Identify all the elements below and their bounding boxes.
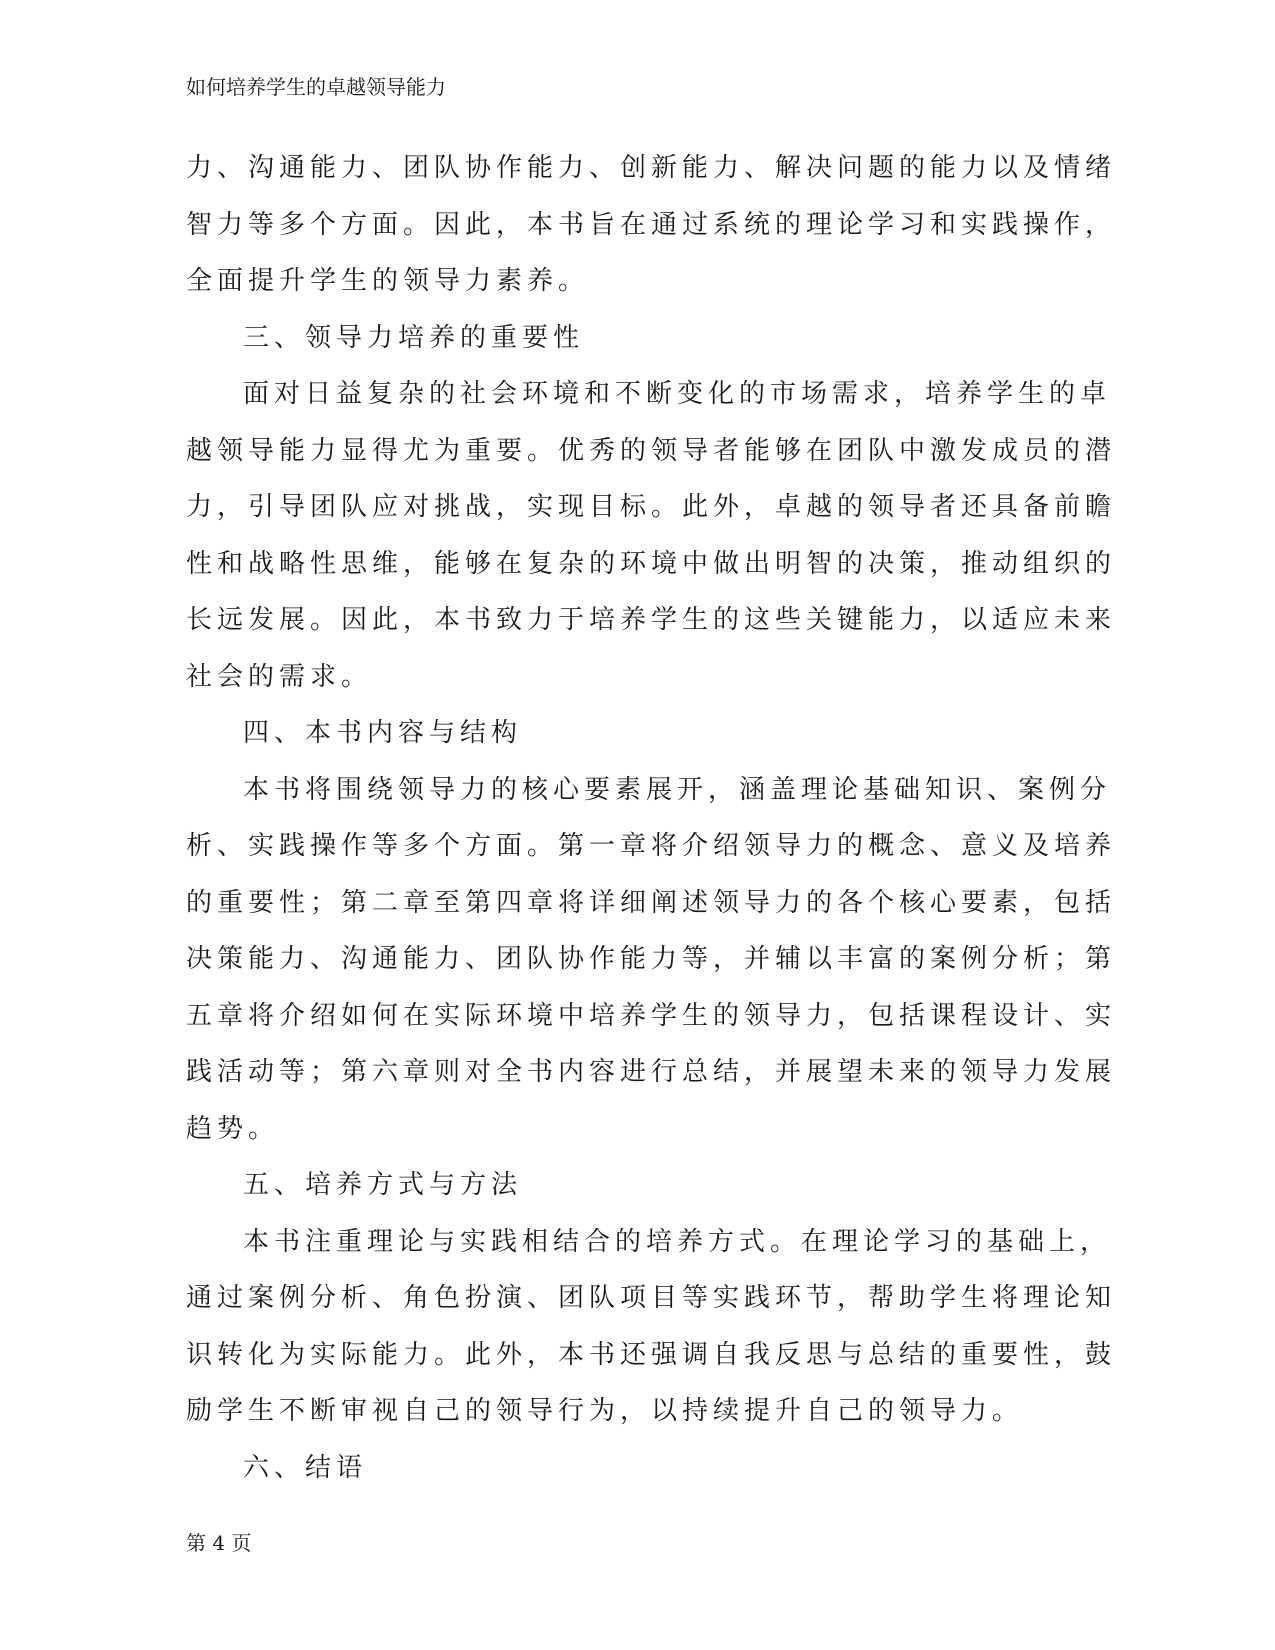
paragraph-first-line: 本书将围绕领导力的核心要素展开，涵盖理论基础知识、案例分 bbox=[243, 774, 1112, 805]
document-body bbox=[186, 140, 1117, 1496]
section-heading: 四、本书内容与结构 bbox=[243, 718, 523, 748]
body-line: 五章将介绍如何在实际环境中培养学生的领导力，包括课程设计、实 bbox=[186, 1000, 1117, 1031]
body-line: 社会的需求。 bbox=[186, 661, 373, 692]
section-heading: 五、培养方式与方法 bbox=[243, 1170, 523, 1200]
body-line: 析、实践操作等多个方面。第一章将介绍领导力的概念、意义及培养 bbox=[186, 831, 1117, 861]
body-line: 通过案例分析、角色扮演、团队项目等实践环节，帮助学生将理论知 bbox=[186, 1283, 1117, 1313]
body-line: 识转化为实际能力。此外，本书还强调自我反思与总结的重要性，鼓 bbox=[186, 1339, 1117, 1370]
body-line: 越领导能力显得尤为重要。优秀的领导者能够在团队中激发成员的潜 bbox=[186, 435, 1117, 466]
body-line: 决策能力、沟通能力、团队协作能力等，并辅以丰富的案例分析；第 bbox=[186, 944, 1117, 974]
body-line: 力，引导团队应对挑战，实现目标。此外，卓越的领导者还具备前瞻 bbox=[186, 492, 1117, 522]
body-line: 长远发展。因此，本书致力于培养学生的这些关键能力，以适应未来 bbox=[186, 605, 1117, 635]
body-line: 性和战略性思维，能够在复杂的环境中做出明智的决策，推动组织的 bbox=[186, 548, 1117, 579]
body-line: 全面提升学生的领导力素养。 bbox=[186, 266, 590, 296]
paragraph-first-line: 面对日益复杂的社会环境和不断变化的市场需求，培养学生的卓 bbox=[243, 379, 1112, 409]
body-line: 励学生不断审视自己的领导行为，以持续提升自己的领导力。 bbox=[186, 1396, 1024, 1426]
body-line: 趋势。 bbox=[186, 1113, 280, 1144]
document-header: 如何培养学生的卓越领导能力 bbox=[186, 75, 446, 99]
body-line: 践活动等；第六章则对全书内容进行总结，并展望未来的领导力发展 bbox=[186, 1057, 1117, 1087]
section-heading: 三、领导力培养的重要性 bbox=[243, 322, 585, 353]
page-number: 第 4 页 bbox=[186, 1531, 252, 1555]
body-line: 力、沟通能力、团队协作能力、创新能力、解决问题的能力以及情绪 bbox=[186, 153, 1117, 183]
section-heading: 六、结语 bbox=[243, 1452, 368, 1483]
paragraph-first-line: 本书注重理论与实践相结合的培养方式。在理论学习的基础上， bbox=[243, 1226, 1112, 1257]
body-line: 智力等多个方面。因此，本书旨在通过系统的理论学习和实践操作， bbox=[186, 209, 1117, 240]
body-line: 的重要性；第二章至第四章将详细阐述领导力的各个核心要素，包括 bbox=[186, 887, 1117, 918]
